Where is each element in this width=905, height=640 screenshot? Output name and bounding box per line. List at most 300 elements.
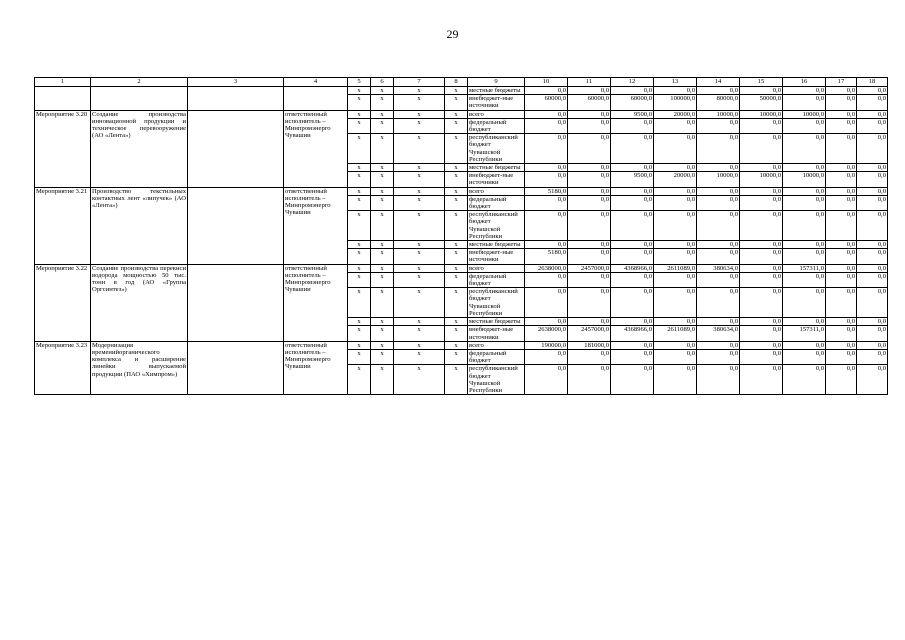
funding-source-cell: федеральный бюджет xyxy=(468,195,525,210)
amount-cell: 0,0 xyxy=(740,134,783,164)
amount-cell: 2457000,0 xyxy=(568,264,611,272)
mark-cell: х xyxy=(445,349,468,364)
amount-cell: 0,0 xyxy=(525,118,568,133)
measure-name-cell xyxy=(91,87,188,111)
amount-cell: 0,0 xyxy=(783,318,826,326)
mark-cell: х xyxy=(371,172,394,187)
amount-cell: 0,0 xyxy=(826,365,857,395)
amount-cell: 0,0 xyxy=(783,365,826,395)
mark-cell: х xyxy=(371,187,394,195)
measure-label-cell xyxy=(35,87,91,111)
amount-cell: 2457000,0 xyxy=(568,326,611,341)
amount-cell: 0,0 xyxy=(654,349,697,364)
amount-cell: 0,0 xyxy=(525,241,568,249)
mark-cell: х xyxy=(348,326,371,341)
mark-cell: х xyxy=(394,249,445,264)
funding-source-cell: республиканский бюджет Чувашской Республики xyxy=(468,134,525,164)
amount-cell: 190000,0 xyxy=(525,341,568,349)
amount-cell: 20000,0 xyxy=(654,110,697,118)
amount-cell: 0,0 xyxy=(611,349,654,364)
mark-cell: х xyxy=(394,349,445,364)
amount-cell: 0,0 xyxy=(826,249,857,264)
amount-cell: 0,0 xyxy=(740,264,783,272)
amount-cell: 10000,0 xyxy=(740,172,783,187)
mark-cell: х xyxy=(445,341,468,349)
amount-cell: 5180,0 xyxy=(525,187,568,195)
mark-cell: х xyxy=(445,87,468,95)
column-number-cell: 16 xyxy=(783,78,826,87)
amount-cell: 0,0 xyxy=(826,95,857,110)
column-number-cell: 10 xyxy=(525,78,568,87)
mark-cell: х xyxy=(371,211,394,241)
amount-cell: 0,0 xyxy=(611,272,654,287)
amount-cell: 5180,0 xyxy=(525,249,568,264)
amount-cell: 0,0 xyxy=(654,241,697,249)
amount-cell: 2611089,0 xyxy=(654,264,697,272)
mark-cell: х xyxy=(445,187,468,195)
amount-cell: 0,0 xyxy=(857,365,888,395)
amount-cell: 0,0 xyxy=(697,211,740,241)
amount-cell: 0,0 xyxy=(611,365,654,395)
amount-cell: 0,0 xyxy=(654,341,697,349)
amount-cell: 0,0 xyxy=(740,241,783,249)
amount-cell: 0,0 xyxy=(568,272,611,287)
mark-cell: х xyxy=(371,272,394,287)
mark-cell: х xyxy=(371,134,394,164)
amount-cell: 0,0 xyxy=(568,172,611,187)
mark-cell: х xyxy=(371,318,394,326)
amount-cell: 0,0 xyxy=(654,164,697,172)
column-number-cell: 2 xyxy=(91,78,188,87)
amount-cell: 0,0 xyxy=(525,211,568,241)
amount-cell: 0,0 xyxy=(654,365,697,395)
mark-cell: х xyxy=(445,365,468,395)
mark-cell: х xyxy=(371,95,394,110)
amount-cell: 0,0 xyxy=(857,87,888,95)
amount-cell: 0,0 xyxy=(783,349,826,364)
amount-cell: 0,0 xyxy=(740,249,783,264)
measure-label-cell: Мероприятие 3.22 xyxy=(35,264,91,341)
amount-cell: 0,0 xyxy=(697,272,740,287)
mark-cell: х xyxy=(348,95,371,110)
blank-cell xyxy=(188,341,284,394)
blank-cell xyxy=(188,87,284,111)
column-number-cell: 8 xyxy=(445,78,468,87)
executor-cell: ответственный исполнитель – Минпромэнерго Чувашии xyxy=(284,110,348,187)
column-number-cell: 1 xyxy=(35,78,91,87)
executor-cell: ответственный исполнитель – Минпромэнерго Чувашии xyxy=(284,264,348,341)
amount-cell: 0,0 xyxy=(857,341,888,349)
amount-cell: 0,0 xyxy=(826,110,857,118)
amount-cell: 0,0 xyxy=(654,272,697,287)
amount-cell: 0,0 xyxy=(697,365,740,395)
amount-cell: 0,0 xyxy=(826,164,857,172)
amount-cell: 0,0 xyxy=(740,195,783,210)
measure-name-cell: Производство текстильных контактных лент «липучек» (АО «Лента») xyxy=(91,187,188,264)
column-number-cell: 7 xyxy=(394,78,445,87)
mark-cell: х xyxy=(394,110,445,118)
amount-cell: 80000,0 xyxy=(697,95,740,110)
funding-source-cell: всего xyxy=(468,187,525,195)
amount-cell: 0,0 xyxy=(654,318,697,326)
mark-cell: х xyxy=(445,326,468,341)
funding-source-cell: республиканский бюджет Чувашской Республики xyxy=(468,211,525,241)
amount-cell: 0,0 xyxy=(857,349,888,364)
amount-cell: 0,0 xyxy=(611,87,654,95)
amount-cell: 0,0 xyxy=(826,241,857,249)
mark-cell: х xyxy=(371,241,394,249)
column-number-cell: 9 xyxy=(468,78,525,87)
amount-cell: 0,0 xyxy=(826,272,857,287)
amount-cell: 0,0 xyxy=(857,318,888,326)
amount-cell: 60000,0 xyxy=(525,95,568,110)
amount-cell: 0,0 xyxy=(568,195,611,210)
measure-name-cell: Модернизация временийорганического комплекса и расширение линейки выпускаемой продукции (ПАО «Химпром») xyxy=(91,341,188,394)
table-row xyxy=(35,110,888,118)
mark-cell: х xyxy=(445,134,468,164)
amount-cell: 0,0 xyxy=(654,134,697,164)
amount-cell: 0,0 xyxy=(826,195,857,210)
column-number-cell: 17 xyxy=(826,78,857,87)
amount-cell: 0,0 xyxy=(611,187,654,195)
mark-cell: х xyxy=(371,87,394,95)
amount-cell: 0,0 xyxy=(611,211,654,241)
funding-source-cell: внебюджет-ные источники xyxy=(468,249,525,264)
amount-cell: 0,0 xyxy=(826,341,857,349)
amount-cell: 0,0 xyxy=(611,341,654,349)
amount-cell: 2638000,0 xyxy=(525,326,568,341)
amount-cell: 0,0 xyxy=(857,172,888,187)
mark-cell: х xyxy=(348,118,371,133)
amount-cell: 0,0 xyxy=(783,241,826,249)
amount-cell: 0,0 xyxy=(611,134,654,164)
amount-cell: 0,0 xyxy=(697,288,740,318)
amount-cell: 10000,0 xyxy=(783,110,826,118)
column-number-cell: 15 xyxy=(740,78,783,87)
amount-cell: 0,0 xyxy=(857,95,888,110)
funding-source-cell: федеральный бюджет xyxy=(468,272,525,287)
amount-cell: 0,0 xyxy=(826,118,857,133)
amount-cell: 0,0 xyxy=(783,211,826,241)
mark-cell: х xyxy=(371,365,394,395)
amount-cell: 0,0 xyxy=(697,318,740,326)
funding-source-cell: внебюджет-ные источники xyxy=(468,172,525,187)
mark-cell: х xyxy=(394,264,445,272)
mark-cell: х xyxy=(445,211,468,241)
amount-cell: 0,0 xyxy=(857,187,888,195)
column-number-cell: 11 xyxy=(568,78,611,87)
amount-cell: 0,0 xyxy=(654,187,697,195)
amount-cell: 0,0 xyxy=(568,241,611,249)
amount-cell: 0,0 xyxy=(826,318,857,326)
amount-cell: 60000,0 xyxy=(611,95,654,110)
amount-cell: 0,0 xyxy=(857,241,888,249)
mark-cell: х xyxy=(371,288,394,318)
table-row xyxy=(35,341,888,349)
mark-cell: х xyxy=(394,172,445,187)
mark-cell: х xyxy=(394,288,445,318)
funding-source-cell: федеральный бюджет xyxy=(468,118,525,133)
amount-cell: 0,0 xyxy=(697,134,740,164)
executor-cell xyxy=(284,87,348,111)
amount-cell: 0,0 xyxy=(857,264,888,272)
mark-cell: х xyxy=(394,187,445,195)
amount-cell: 0,0 xyxy=(525,318,568,326)
amount-cell: 0,0 xyxy=(697,341,740,349)
amount-cell: 4368966,0 xyxy=(611,326,654,341)
amount-cell: 0,0 xyxy=(568,87,611,95)
amount-cell: 0,0 xyxy=(568,110,611,118)
amount-cell: 9500,0 xyxy=(611,110,654,118)
amount-cell: 0,0 xyxy=(857,195,888,210)
column-number-row xyxy=(35,78,888,87)
amount-cell: 0,0 xyxy=(568,211,611,241)
amount-cell: 0,0 xyxy=(783,249,826,264)
column-number-cell: 4 xyxy=(284,78,348,87)
amount-cell: 0,0 xyxy=(525,288,568,318)
amount-cell: 0,0 xyxy=(568,349,611,364)
amount-cell: 157311,0 xyxy=(783,264,826,272)
amount-cell: 0,0 xyxy=(525,365,568,395)
mark-cell: х xyxy=(348,211,371,241)
amount-cell: 0,0 xyxy=(611,318,654,326)
amount-cell: 60000,0 xyxy=(568,95,611,110)
mark-cell: х xyxy=(348,288,371,318)
funding-source-cell: внебюджет-ные источники xyxy=(468,95,525,110)
mark-cell: х xyxy=(371,110,394,118)
amount-cell: 0,0 xyxy=(783,195,826,210)
column-number-cell: 5 xyxy=(348,78,371,87)
amount-cell: 100000,0 xyxy=(654,95,697,110)
amount-cell: 0,0 xyxy=(568,365,611,395)
funding-source-cell: всего xyxy=(468,110,525,118)
amount-cell: 0,0 xyxy=(826,264,857,272)
mark-cell: х xyxy=(371,164,394,172)
amount-cell: 10000,0 xyxy=(697,172,740,187)
mark-cell: х xyxy=(445,241,468,249)
amount-cell: 0,0 xyxy=(525,172,568,187)
column-number-cell: 13 xyxy=(654,78,697,87)
column-number-cell: 18 xyxy=(857,78,888,87)
mark-cell: х xyxy=(371,326,394,341)
amount-cell: 0,0 xyxy=(611,118,654,133)
mark-cell: х xyxy=(348,365,371,395)
amount-cell: 0,0 xyxy=(783,95,826,110)
amount-cell: 0,0 xyxy=(611,195,654,210)
amount-cell: 0,0 xyxy=(568,134,611,164)
amount-cell: 0,0 xyxy=(857,249,888,264)
amount-cell: 0,0 xyxy=(525,272,568,287)
table-row xyxy=(35,87,888,95)
measure-name-cell: Создание производства перекиси водорода мощностью 50 тыс. тонн в год (АО «Группа Оргсинтез») xyxy=(91,264,188,341)
amount-cell: 0,0 xyxy=(783,118,826,133)
funding-source-cell: внебюджет-ные источники xyxy=(468,326,525,341)
funding-source-cell: местные бюджеты xyxy=(468,164,525,172)
blank-cell xyxy=(188,187,284,264)
amount-cell: 0,0 xyxy=(525,134,568,164)
funding-source-cell: всего xyxy=(468,341,525,349)
amount-cell: 0,0 xyxy=(826,349,857,364)
mark-cell: х xyxy=(371,118,394,133)
mark-cell: х xyxy=(445,288,468,318)
amount-cell: 0,0 xyxy=(826,87,857,95)
column-number-cell: 3 xyxy=(188,78,284,87)
amount-cell: 0,0 xyxy=(740,318,783,326)
amount-cell: 0,0 xyxy=(857,134,888,164)
mark-cell: х xyxy=(348,134,371,164)
amount-cell: 0,0 xyxy=(826,172,857,187)
mark-cell: х xyxy=(348,87,371,95)
mark-cell: х xyxy=(445,95,468,110)
amount-cell: 0,0 xyxy=(697,349,740,364)
amount-cell: 0,0 xyxy=(740,272,783,287)
mark-cell: х xyxy=(394,118,445,133)
mark-cell: х xyxy=(348,195,371,210)
amount-cell: 0,0 xyxy=(783,87,826,95)
executor-cell: ответственный исполнитель – Минпромэнерго Чувашии xyxy=(284,187,348,264)
amount-cell: 0,0 xyxy=(611,288,654,318)
amount-cell: 0,0 xyxy=(654,118,697,133)
amount-cell: 0,0 xyxy=(654,249,697,264)
amount-cell: 20000,0 xyxy=(654,172,697,187)
funding-source-cell: всего xyxy=(468,264,525,272)
blank-cell xyxy=(188,264,284,341)
amount-cell: 0,0 xyxy=(525,110,568,118)
measure-label-cell: Мероприятие 3.23 xyxy=(35,341,91,394)
amount-cell: 0,0 xyxy=(857,118,888,133)
mark-cell: х xyxy=(394,341,445,349)
mark-cell: х xyxy=(348,349,371,364)
amount-cell: 0,0 xyxy=(740,365,783,395)
amount-cell: 0,0 xyxy=(568,187,611,195)
mark-cell: х xyxy=(394,195,445,210)
amount-cell: 0,0 xyxy=(826,134,857,164)
amount-cell: 0,0 xyxy=(568,249,611,264)
amount-cell: 0,0 xyxy=(568,288,611,318)
amount-cell: 0,0 xyxy=(783,288,826,318)
amount-cell: 0,0 xyxy=(857,110,888,118)
amount-cell: 0,0 xyxy=(857,211,888,241)
budget-table xyxy=(34,77,888,395)
amount-cell: 0,0 xyxy=(654,195,697,210)
amount-cell: 0,0 xyxy=(654,288,697,318)
amount-cell: 0,0 xyxy=(611,164,654,172)
mark-cell: х xyxy=(371,264,394,272)
amount-cell: 0,0 xyxy=(654,87,697,95)
amount-cell: 380634,0 xyxy=(697,326,740,341)
amount-cell: 0,0 xyxy=(857,164,888,172)
mark-cell: х xyxy=(445,264,468,272)
amount-cell: 0,0 xyxy=(740,341,783,349)
funding-source-cell: местные бюджеты xyxy=(468,87,525,95)
mark-cell: х xyxy=(371,341,394,349)
mark-cell: х xyxy=(348,264,371,272)
amount-cell: 0,0 xyxy=(740,87,783,95)
column-number-cell: 6 xyxy=(371,78,394,87)
mark-cell: х xyxy=(394,241,445,249)
amount-cell: 0,0 xyxy=(783,164,826,172)
measure-label-cell: Мероприятие 3.20 xyxy=(35,110,91,187)
amount-cell: 0,0 xyxy=(568,164,611,172)
amount-cell: 0,0 xyxy=(697,87,740,95)
amount-cell: 0,0 xyxy=(740,288,783,318)
table-row xyxy=(35,264,888,272)
mark-cell: х xyxy=(394,326,445,341)
amount-cell: 0,0 xyxy=(740,211,783,241)
amount-cell: 4368966,0 xyxy=(611,264,654,272)
amount-cell: 0,0 xyxy=(697,195,740,210)
mark-cell: х xyxy=(371,249,394,264)
funding-source-cell: республиканский бюджет Чувашской Республики xyxy=(468,365,525,395)
amount-cell: 10000,0 xyxy=(783,172,826,187)
amount-cell: 0,0 xyxy=(826,288,857,318)
amount-cell: 0,0 xyxy=(783,341,826,349)
funding-source-cell: республиканский бюджет Чувашской Республики xyxy=(468,288,525,318)
amount-cell: 181000,0 xyxy=(568,341,611,349)
column-number-cell: 12 xyxy=(611,78,654,87)
page-number: 29 xyxy=(446,27,459,41)
amount-cell: 0,0 xyxy=(697,118,740,133)
amount-cell: 0,0 xyxy=(697,164,740,172)
amount-cell: 0,0 xyxy=(525,195,568,210)
amount-cell: 0,0 xyxy=(697,187,740,195)
mark-cell: х xyxy=(394,211,445,241)
mark-cell: х xyxy=(371,349,394,364)
blank-cell xyxy=(188,110,284,187)
mark-cell: х xyxy=(445,272,468,287)
mark-cell: х xyxy=(394,87,445,95)
mark-cell: х xyxy=(348,172,371,187)
amount-cell: 0,0 xyxy=(525,164,568,172)
amount-cell: 0,0 xyxy=(568,118,611,133)
amount-cell: 2638000,0 xyxy=(525,264,568,272)
amount-cell: 0,0 xyxy=(568,318,611,326)
mark-cell: х xyxy=(348,241,371,249)
mark-cell: х xyxy=(348,318,371,326)
executor-cell: ответственный исполнитель – Минпромэнерго Чувашии xyxy=(284,341,348,394)
amount-cell: 380634,0 xyxy=(697,264,740,272)
amount-cell: 0,0 xyxy=(857,288,888,318)
table-body xyxy=(35,78,888,395)
mark-cell: х xyxy=(348,272,371,287)
amount-cell: 2611089,0 xyxy=(654,326,697,341)
amount-cell: 0,0 xyxy=(740,118,783,133)
amount-cell: 0,0 xyxy=(611,241,654,249)
amount-cell: 0,0 xyxy=(525,349,568,364)
mark-cell: х xyxy=(348,164,371,172)
mark-cell: х xyxy=(445,195,468,210)
mark-cell: х xyxy=(394,272,445,287)
amount-cell: 0,0 xyxy=(826,326,857,341)
amount-cell: 9500,0 xyxy=(611,172,654,187)
amount-cell: 0,0 xyxy=(857,326,888,341)
mark-cell: х xyxy=(348,110,371,118)
amount-cell: 0,0 xyxy=(857,272,888,287)
amount-cell: 157311,0 xyxy=(783,326,826,341)
amount-cell: 0,0 xyxy=(783,272,826,287)
amount-cell: 0,0 xyxy=(525,87,568,95)
amount-cell: 0,0 xyxy=(697,249,740,264)
amount-cell: 0,0 xyxy=(783,134,826,164)
measure-label-cell: Мероприятие 3.21 xyxy=(35,187,91,264)
mark-cell: х xyxy=(348,187,371,195)
amount-cell: 0,0 xyxy=(654,211,697,241)
amount-cell: 10000,0 xyxy=(740,110,783,118)
mark-cell: х xyxy=(445,318,468,326)
mark-cell: х xyxy=(445,110,468,118)
mark-cell: х xyxy=(445,172,468,187)
mark-cell: х xyxy=(348,249,371,264)
